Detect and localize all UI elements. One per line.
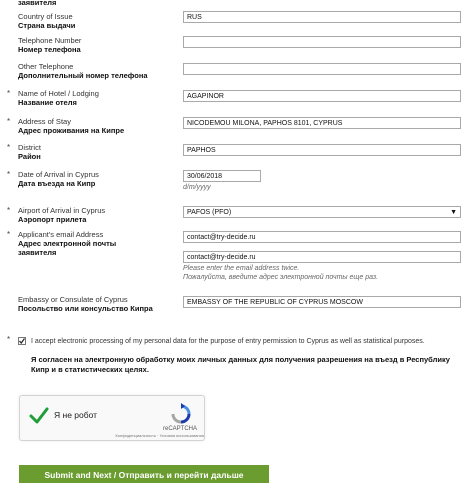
embassy-label-en: Embassy or Consulate of Cyprus: [18, 295, 128, 304]
phone-label-ru: Номер телефона: [18, 45, 81, 54]
email-confirm-field[interactable]: contact@try-decide.ru: [183, 251, 461, 263]
phone-field[interactable]: [183, 36, 461, 48]
recaptcha-widget[interactable]: [19, 395, 205, 441]
email-label-ru-2: заявителя: [18, 248, 57, 257]
district-label-ru: Район: [18, 152, 41, 161]
checkmark-icon[interactable]: [29, 407, 49, 425]
phone-label-en: Telephone Number: [18, 36, 82, 45]
address-field[interactable]: NICODEMOU MILONA, PAPHOS 8101, CYPRUS: [183, 117, 461, 129]
country-label-ru: Страна выдачи: [18, 21, 76, 30]
address-label-en: Address of Stay: [18, 117, 71, 126]
chevron-down-icon: ▼: [450, 209, 457, 216]
airport-select[interactable]: [183, 206, 461, 218]
required-marker: *: [7, 170, 11, 179]
required-marker: *: [7, 335, 11, 344]
airport-selected-value: PAFOS (PFO): [187, 209, 232, 216]
consent-text-en: I accept electronic processing of my personal data for the purpose of entry permission to Cyprus as well as statistical purposes.: [31, 338, 425, 345]
recaptcha-links[interactable]: Конфиденциальность · Условия использования: [115, 433, 204, 438]
district-field[interactable]: PAPHOS: [183, 144, 461, 156]
other-phone-field[interactable]: [183, 63, 461, 75]
airport-label-ru: Аэропорт прилета: [18, 215, 87, 224]
required-marker: *: [7, 230, 11, 239]
hotel-field[interactable]: AGAPINOR: [183, 90, 461, 102]
date-format-hint: d/m/yyyy: [183, 184, 211, 191]
email-field[interactable]: contact@try-decide.ru: [183, 231, 461, 243]
email-label-ru: Адрес электронной почты: [18, 239, 117, 248]
required-marker: *: [7, 89, 11, 98]
required-marker: *: [7, 117, 11, 126]
district-label-en: District: [18, 143, 41, 152]
arrival-label-en: Date of Arrival in Cyprus: [18, 170, 99, 179]
submit-next-button[interactable]: Submit and Next / Отправить и перейти дальше: [19, 465, 269, 483]
consent-text-ru: Я согласен на электронную обработку моих личных данных для получения разрешения на въезд в Республику Кипр и в статистических целях.: [31, 355, 450, 374]
previous-label-fragment: заявителя: [18, 0, 57, 7]
arrival-date-field[interactable]: 30/06/2018: [183, 170, 261, 182]
required-marker: *: [7, 143, 11, 152]
embassy-field[interactable]: EMBASSY OF THE REPUBLIC OF CYPRUS MOSCOW: [183, 296, 461, 308]
hotel-label-en: Name of Hotel / Lodging: [18, 89, 99, 98]
hotel-label-ru: Название отеля: [18, 98, 77, 107]
other-phone-label-ru: Дополнительный номер телефона: [18, 71, 148, 80]
email-hint-ru: Пожалуйста, введите адрес электронной почты еще раз.: [183, 274, 379, 281]
arrival-label-ru: Дата въезда на Кипр: [18, 179, 96, 188]
address-label-ru: Адрес проживания на Кипре: [18, 126, 125, 135]
country-field[interactable]: RUS: [183, 11, 461, 23]
recaptcha-logo-icon: [170, 403, 192, 425]
email-hint-en: Please enter the email address twice.: [183, 265, 300, 272]
required-marker: *: [7, 206, 11, 215]
recaptcha-brand: reCAPTCHA: [162, 426, 197, 432]
consent-checkbox[interactable]: [18, 337, 26, 345]
airport-label-en: Airport of Arrival in Cyprus: [18, 206, 106, 215]
email-label-en: Applicant's email Address: [18, 230, 104, 239]
embassy-label-ru: Посольство или консульство Кипра: [18, 304, 153, 313]
recaptcha-label: Я не робот: [54, 410, 98, 420]
other-phone-label-en: Other Telephone: [18, 62, 74, 71]
check-icon: [18, 337, 26, 345]
country-label-en: Country of Issue: [18, 12, 73, 21]
